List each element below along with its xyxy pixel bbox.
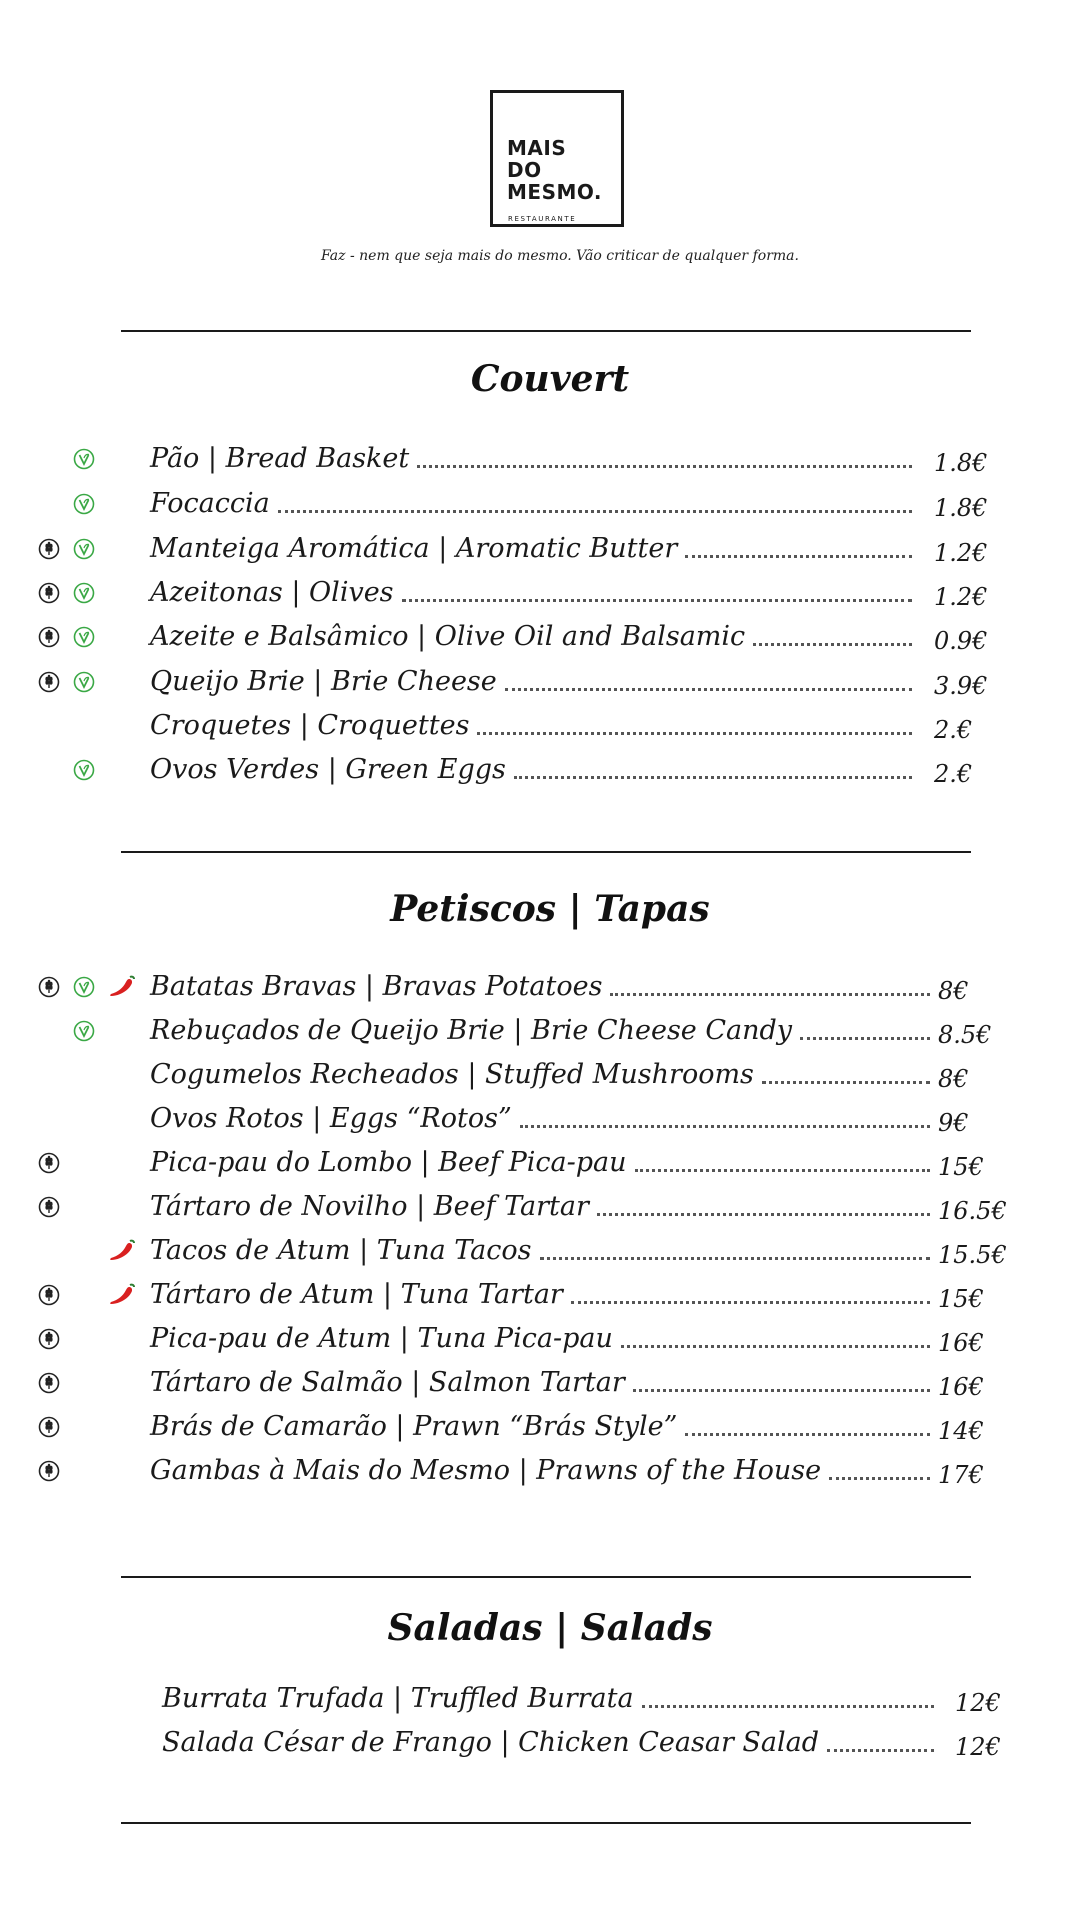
- vegetarian-icon: [73, 448, 95, 470]
- wheat-icon: [38, 1460, 60, 1482]
- menu-item-price: 1.2€: [934, 583, 988, 611]
- menu-item-row: [0, 1408, 1080, 1446]
- dot-leader: [829, 1466, 930, 1480]
- dot-leader: [278, 499, 912, 513]
- menu-item-row: [0, 1056, 1080, 1094]
- menu-item-price: 1.8€: [934, 494, 988, 522]
- menu-item-name: Ovos Verdes | Green Eggs: [150, 754, 506, 785]
- dot-leader: [514, 765, 912, 779]
- section-title-couvert: Couvert: [470, 358, 630, 400]
- wheat-icon: [38, 1284, 60, 1306]
- dot-leader: [800, 1026, 930, 1040]
- menu-item-name: Gambas à Mais do Mesmo | Prawns of the House: [150, 1455, 822, 1486]
- dot-leader: [762, 1070, 930, 1084]
- dot-leader: [621, 1334, 930, 1348]
- wheat-icon: [38, 1196, 60, 1218]
- menu-item-row: [0, 1188, 1080, 1226]
- menu-item-name: Azeite e Balsâmico | Olive Oil and Balsamic: [150, 621, 746, 652]
- dot-leader: [402, 588, 912, 602]
- menu-item-price: 8€: [938, 977, 969, 1005]
- dietary-icons: [36, 1414, 146, 1442]
- dot-leader: [520, 1114, 930, 1128]
- section-title-petiscos: Petiscos | Tapas: [390, 888, 710, 930]
- menu-item-name: Brás de Camarão | Prawn “Brás Style”: [150, 1411, 678, 1442]
- menu-item-price: 0.9€: [934, 627, 988, 655]
- menu-item-row: [0, 1100, 1080, 1138]
- menu-item-row: [0, 530, 1080, 568]
- dot-leader: [417, 454, 912, 468]
- menu-item-price: 2.€: [934, 716, 973, 744]
- dietary-icons: [36, 1150, 146, 1178]
- menu-item-row: [0, 1724, 1080, 1762]
- menu-item-name: Pica-pau de Atum | Tuna Pica-pau: [150, 1323, 613, 1354]
- dietary-icons: [36, 1458, 146, 1486]
- wheat-icon: [38, 1372, 60, 1394]
- divider-top: [121, 330, 971, 332]
- menu-item-price: 1.8€: [934, 449, 988, 477]
- chili-pepper-icon: [108, 973, 136, 999]
- menu-item-price: 8€: [938, 1065, 969, 1093]
- menu-item-row: [0, 485, 1080, 523]
- menu-item-price: 15€: [938, 1285, 984, 1313]
- divider-bottom: [121, 1822, 971, 1824]
- tagline: Faz - nem que seja mais do mesmo. Vão criticar de qualquer forma.: [321, 248, 799, 264]
- menu-item-price: 12€: [955, 1733, 1001, 1761]
- menu-item-row: [0, 751, 1080, 789]
- menu-item-price: 12€: [955, 1689, 1001, 1717]
- dot-leader: [635, 1158, 931, 1172]
- menu-item-price: 9€: [938, 1109, 969, 1137]
- dietary-icons: [36, 757, 146, 785]
- menu-item-row: [0, 1144, 1080, 1182]
- menu-item-row: [0, 1320, 1080, 1358]
- dietary-icons: [36, 1730, 146, 1758]
- menu-item-name: Pica-pau do Lombo | Beef Pica-pau: [150, 1147, 627, 1178]
- menu-item-name: Croquetes | Croquettes: [150, 710, 470, 741]
- dietary-icons: [36, 1686, 146, 1714]
- menu-item-name: Pão | Bread Basket: [150, 443, 410, 474]
- menu-item-price: 2.€: [934, 760, 973, 788]
- logo-line-1: MAIS: [507, 136, 567, 160]
- chili-pepper-icon: [108, 1237, 136, 1263]
- dietary-icons: [36, 1106, 146, 1134]
- menu-item-name: Tártaro de Novilho | Beef Tartar: [150, 1191, 589, 1222]
- vegetarian-icon: [73, 493, 95, 515]
- divider-petiscos-end: [121, 1576, 971, 1578]
- dietary-icons: [36, 974, 146, 1002]
- menu-item-row: [0, 1680, 1080, 1718]
- restaurant-logo: [490, 90, 624, 227]
- dietary-icons: [36, 1194, 146, 1222]
- menu-item-row: [0, 1452, 1080, 1490]
- dot-leader: [540, 1246, 930, 1260]
- vegetarian-icon: [73, 626, 95, 648]
- menu-item-name: Queijo Brie | Brie Cheese: [150, 666, 497, 697]
- logo-line-3: MESMO.: [507, 180, 603, 204]
- wheat-icon: [38, 626, 60, 648]
- dietary-icons: [36, 446, 146, 474]
- menu-item-name: Cogumelos Recheados | Stuffed Mushrooms: [150, 1059, 754, 1090]
- menu-item-price: 1.2€: [934, 539, 988, 567]
- dietary-icons: [36, 669, 146, 697]
- menu-item-name: Tártaro de Salmão | Salmon Tartar: [150, 1367, 625, 1398]
- logo-line-2: DO: [507, 158, 542, 182]
- wheat-icon: [38, 671, 60, 693]
- wheat-icon: [38, 1328, 60, 1350]
- logo-subtitle: RESTAURANTE: [508, 215, 577, 223]
- dietary-icons: [36, 1062, 146, 1090]
- menu-item-row: [0, 1276, 1080, 1314]
- dietary-icons: [36, 1238, 146, 1266]
- menu-item-price: 16€: [938, 1373, 984, 1401]
- dietary-icons: [36, 1326, 146, 1354]
- vegetarian-icon: [73, 582, 95, 604]
- menu-item-price: 16€: [938, 1329, 984, 1357]
- menu-item-name: Tacos de Atum | Tuna Tacos: [150, 1235, 532, 1266]
- menu-item-name: Manteiga Aromática | Aromatic Butter: [150, 533, 678, 564]
- dietary-icons: [36, 1370, 146, 1398]
- menu-item-price: 17€: [938, 1461, 984, 1489]
- menu-item-row: [0, 968, 1080, 1006]
- dot-leader: [610, 982, 930, 996]
- menu-item-name: Ovos Rotos | Eggs “Rotos”: [150, 1103, 512, 1134]
- wheat-icon: [38, 1152, 60, 1174]
- chili-pepper-icon: [108, 1281, 136, 1307]
- dietary-icons: [36, 624, 146, 652]
- dietary-icons: [36, 491, 146, 519]
- menu-item-row: [0, 574, 1080, 612]
- menu-item-price: 3.9€: [934, 672, 988, 700]
- menu-item-price: 16.5€: [938, 1197, 1007, 1225]
- wheat-icon: [38, 538, 60, 560]
- vegetarian-icon: [73, 671, 95, 693]
- dot-leader: [642, 1694, 934, 1708]
- menu-item-price: 15€: [938, 1153, 984, 1181]
- dot-leader: [753, 632, 912, 646]
- dot-leader: [571, 1290, 930, 1304]
- menu-item-name: Salada César de Frango | Chicken Ceasar Salad: [162, 1727, 820, 1758]
- wheat-icon: [38, 976, 60, 998]
- dot-leader: [685, 1422, 930, 1436]
- dot-leader: [633, 1378, 930, 1392]
- menu-item-price: 8.5€: [938, 1021, 992, 1049]
- divider-couvert-end: [121, 851, 971, 853]
- dietary-icons: [36, 1282, 146, 1310]
- menu-item-row: [0, 440, 1080, 478]
- menu-item-name: Rebuçados de Queijo Brie | Brie Cheese Candy: [150, 1015, 793, 1046]
- menu-item-name: Tártaro de Atum | Tuna Tartar: [150, 1279, 563, 1310]
- menu-item-name: Azeitonas | Olives: [150, 577, 394, 608]
- menu-item-row: [0, 1232, 1080, 1270]
- vegetarian-icon: [73, 1020, 95, 1042]
- dot-leader: [505, 677, 912, 691]
- section-title-saladas: Saladas | Salads: [387, 1607, 713, 1649]
- dot-leader: [597, 1202, 930, 1216]
- dietary-icons: [36, 536, 146, 564]
- menu-item-row: [0, 1012, 1080, 1050]
- dietary-icons: [36, 713, 146, 741]
- menu-item-name: Burrata Trufada | Truffled Burrata: [162, 1683, 634, 1714]
- menu-item-name: Focaccia: [150, 488, 270, 519]
- menu-item-row: [0, 1364, 1080, 1402]
- vegetarian-icon: [73, 538, 95, 560]
- menu-item-price: 15.5€: [938, 1241, 1007, 1269]
- wheat-icon: [38, 582, 60, 604]
- menu-item-price: 14€: [938, 1417, 984, 1445]
- vegetarian-icon: [73, 759, 95, 781]
- menu-item-row: [0, 663, 1080, 701]
- dot-leader: [827, 1738, 934, 1752]
- vegetarian-icon: [73, 976, 95, 998]
- dot-leader: [685, 544, 912, 558]
- wheat-icon: [38, 1416, 60, 1438]
- menu-item-row: [0, 707, 1080, 745]
- dietary-icons: [36, 580, 146, 608]
- dot-leader: [477, 721, 912, 735]
- dietary-icons: [36, 1018, 146, 1046]
- menu-item-name: Batatas Bravas | Bravas Potatoes: [150, 971, 603, 1002]
- menu-item-row: [0, 618, 1080, 656]
